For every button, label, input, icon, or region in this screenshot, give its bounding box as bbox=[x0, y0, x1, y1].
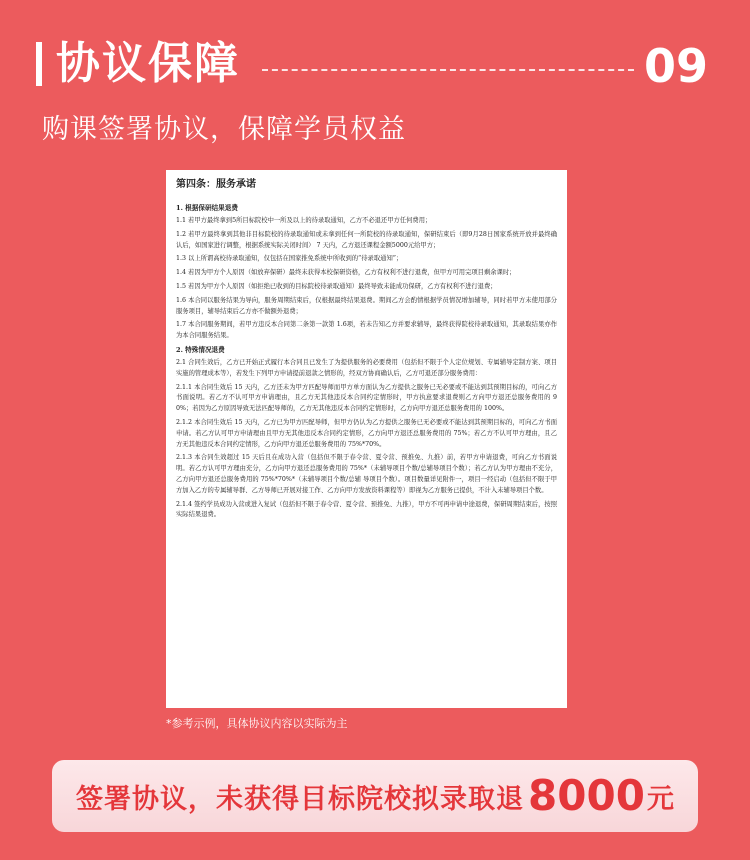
section-heading: 1. 根据保研结果退费 bbox=[176, 204, 238, 212]
clause-paragraph: 1.1 若甲方最终拿到5所目标院校中一所及以上的待录取通知，乙方不必退还甲方任何费用； bbox=[176, 217, 432, 224]
agreement-document-excerpt bbox=[166, 170, 567, 708]
title-divider bbox=[262, 69, 634, 71]
clause-paragraph: 1.3 以上所谓高校待录取通知，仅包括在国家推免系统中所收到的“待录取通知”； bbox=[176, 255, 403, 263]
refund-amount: 8000 bbox=[528, 771, 645, 820]
section-heading: 2. 特殊情况退费 bbox=[176, 345, 225, 354]
section-title: 协议保障 bbox=[56, 38, 240, 89]
clause-paragraph: 1.4 若因为甲方个人原因（如放弃保研）最终未获得本校保研资格，乙方有权利不进行退费，但甲方可用完项目剩余课时； bbox=[176, 269, 516, 277]
section-subtitle: 购课签署协议，保障学员权益 bbox=[42, 114, 406, 145]
clause-paragraph: 2.1.1 本合同生效后 15 天内，乙方还未为甲方匹配导师而甲方单方面认为乙方提供之服务已无必要或不能达到其预期目标的，可向乙方书面说明。若乙方不认可甲方申请理由，且乙方无其他违反本合同约定情形时，甲方执意要求退费则乙方向甲方退还总服务费用的 90%；若因为乙方原因导致无法匹配导师的，乙方无其他违反本合同约定情形时，乙方向甲方退还总服务费用的 100%。 bbox=[176, 383, 557, 413]
clause-paragraph: 2.1.2 本合同生效后 15 天内，乙方已为甲方匹配导师，但甲方仍认为乙方提供之服务已无必要或不能达到其预期目标的，可向乙方书面申请。若乙方认可甲方申请理由且甲方无其他违反本合同约定情形，乙方向甲方退还总服务费用的 75%；若乙方不认可甲方理由，且乙方无其他违反本合同约定情形，乙方向甲方退还总服务费用的 75%*70%。 bbox=[176, 418, 557, 448]
clause-paragraph: 1.2 若甲方最终拿到其他非目标院校的待录取通知或未拿到任何一所院校的待录取通知，保研结束后（即9月28日国家系统开放并最终确认后，如国家进行调整，根据系统实际关闭时间） 7 天内，乙方退还课程金额5000元给甲方； bbox=[176, 230, 557, 249]
clause-paragraph: 2.1 合同生效后，乙方已开始正式履行本合同且已发生了为提供服务的必要费用（包括但不限于个人定位规划、专属辅导定制方案、项目实施的管理成本等），若发生下列甲方申请提前退款之情形的，经双方协商确认后，乙方可退还部分服务费用： bbox=[176, 358, 557, 377]
clause-paragraph: 1.7 本合同服务期间，若甲方违反本合同第二条第一款第 1.6项，若未告知乙方并要求辅导，最终获得院校待录取通知，其录取结果亦作为本合同服务结果。 bbox=[176, 321, 557, 340]
clause-paragraph: 1.6 本合同以服务结果为导向，服务周期结束后，仅根据最终结果退费。期间乙方会酌情根据学员情况增加辅导，同时若甲方未使用部分服务项目，辅导结束后乙方亦不做额外退费； bbox=[176, 296, 557, 315]
clause-paragraph: 2.1.4 签约学员成功入营或进入复试（包括但不限于春令营、夏令营、预推免、九推），甲方不可再申请中途退费，保研周期结束后，按照实际结果退费。 bbox=[176, 500, 557, 519]
currency-unit: 元 bbox=[646, 783, 674, 815]
clause-paragraph: 1.5 若因为甲方个人原因（如拒绝已收到的目标院校待录取通知）最终导致未能成功保研，乙方有权利不进行退费； bbox=[176, 282, 497, 290]
refund-promise-banner bbox=[52, 760, 698, 832]
title-accent-bar bbox=[36, 42, 42, 86]
section-number: 09 bbox=[644, 39, 709, 93]
reference-note: *参考示例，具体协议内容以实际为主 bbox=[166, 717, 348, 730]
clause-paragraph: 2.1.3 本合同生效超过 15 天后且在成功入营（包括但不限于春令营、夏令营、预推免、九推）前，若甲方申请退费，可向乙方书面说明。若乙方认可甲方理由充分，乙方向甲方退还总服务费用的 75%*（未辅导项目个数/总辅导项目个数）；若乙方认为甲方理由不充分，乙方向甲方退还总服务费用的 75%*70%*（未辅导项目个数/总辅 导项目个数）。项目数量详见附件一，项目一经启动（包括但不限于甲方加入乙方的专属辅导群、乙方导师已开展对接工作、乙方向甲方发放资料课程等）即视为乙方服务已提供，不计入未辅导项目个数。 bbox=[176, 454, 557, 494]
banner-text: 签署协议，未获得目标院校拟录取退 bbox=[76, 783, 525, 815]
document-title: 第四条：服务承诺 bbox=[176, 179, 256, 190]
